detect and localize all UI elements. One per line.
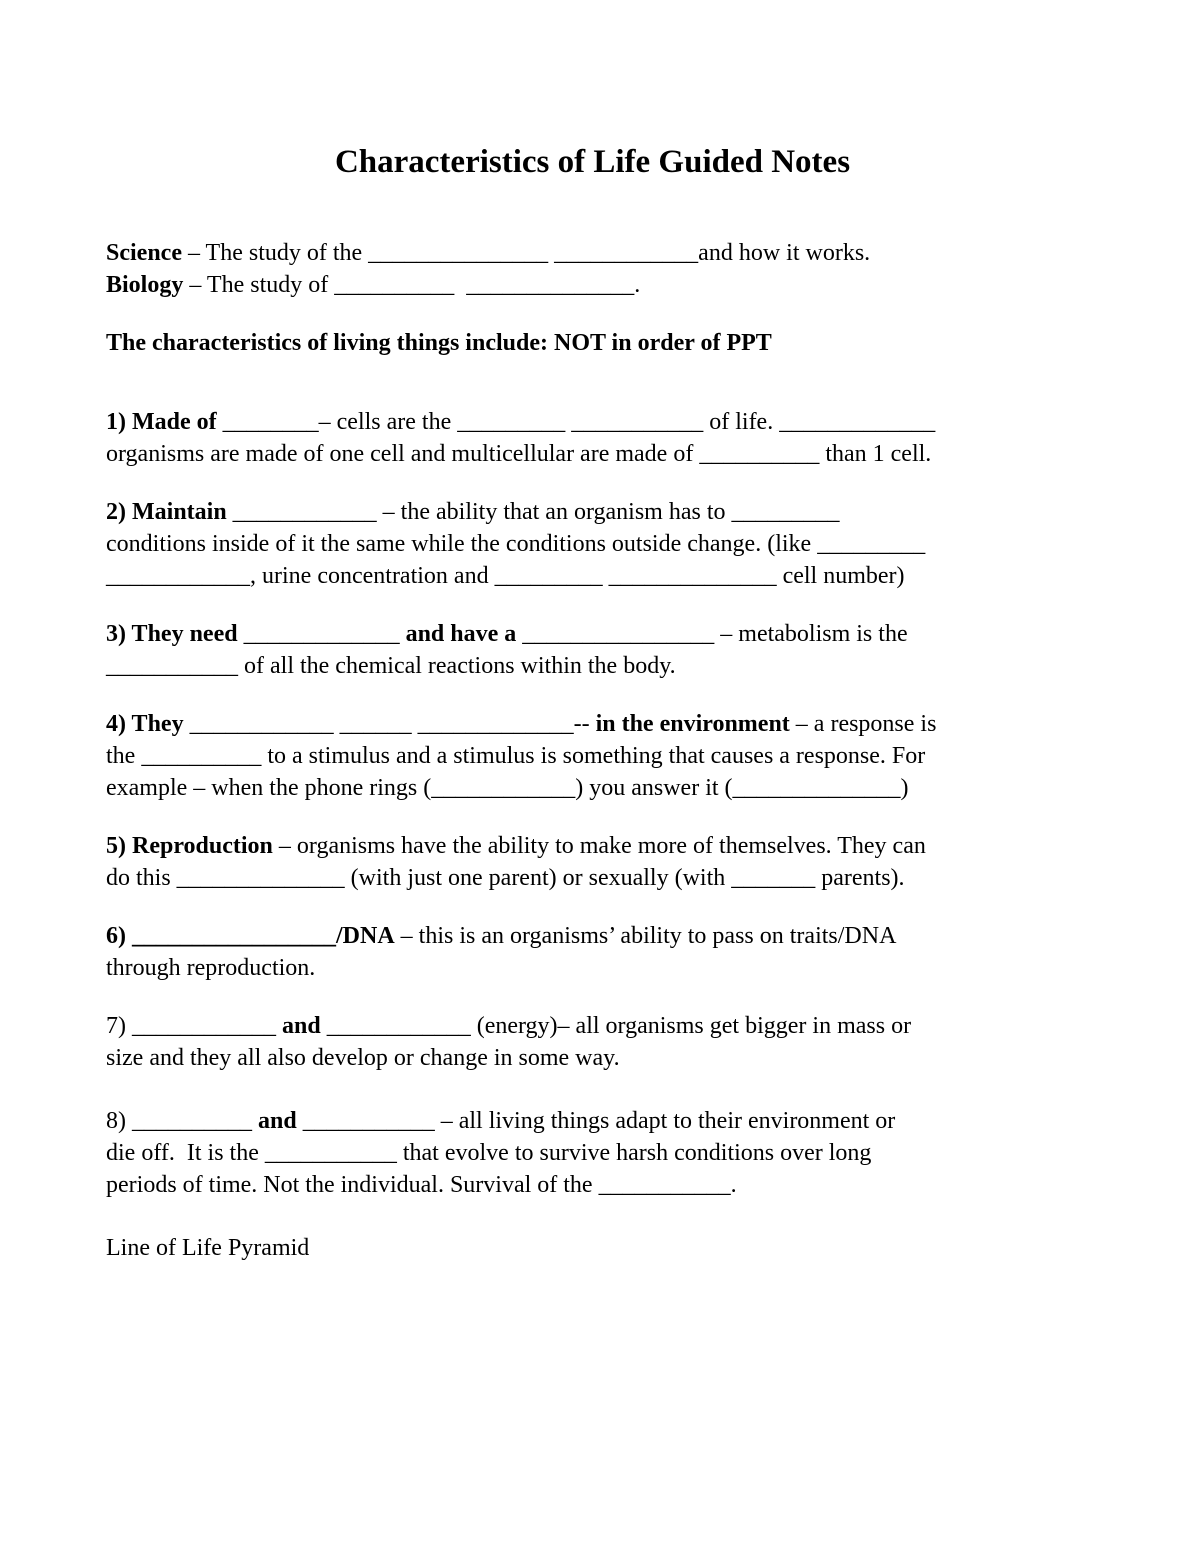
intro-heading: The characteristics of living things include: NOT in order of PPT: [106, 330, 772, 356]
item-2-line-3: ____________, urine concentration and _________ ______________ cell number): [106, 563, 905, 589]
item-8-line-1: ___________ – all living things adapt to their environment or: [296, 1108, 896, 1134]
item-1: [106, 406, 1106, 470]
item-6-heading: 6) _________________/DNA: [106, 923, 395, 949]
item-3-heading: 3) They need: [106, 621, 238, 647]
item-4-heading: 4) They: [106, 711, 184, 737]
item-5-heading: 5) Reproduction: [106, 833, 273, 859]
biology-definition: [106, 269, 1106, 301]
item-6: [106, 920, 1106, 984]
item-8-and: and: [258, 1108, 297, 1134]
item-1-line-2: organisms are made of one cell and multicellular are made of __________ than 1 cell.: [106, 441, 932, 467]
science-term: Science: [106, 240, 182, 266]
biology-text: – The study of __________ ______________.: [183, 272, 641, 298]
intro: [106, 327, 1106, 359]
item-4: [106, 708, 1106, 804]
item-2-heading: 2) Maintain: [106, 499, 227, 525]
definitions: [106, 237, 1106, 301]
item-8-start: 8) __________: [106, 1108, 258, 1134]
item-1-line-1: ________– cells are the _________ ___________ of life. _____________: [216, 409, 936, 435]
science-text: – The study of the _______________ ____________and how it works.: [181, 240, 871, 266]
item-4-line-1: – a response is: [789, 711, 937, 737]
item-5: [106, 830, 1106, 894]
item-8-line-2: die off. It is the ___________ that evolve to survive harsh conditions over long: [106, 1140, 872, 1166]
item-3-line-2: ___________ of all the chemical reactions within the body.: [106, 653, 676, 679]
item-7-line-2: size and they all also develop or change in some way.: [106, 1045, 620, 1071]
science-definition: [106, 237, 1106, 269]
item-7-line-1: ____________ (energy)– all organisms get bigger in mass or: [320, 1013, 912, 1039]
item-3-line-1: ________________ – metabolism is the: [516, 621, 908, 647]
item-5-line-1: – organisms have the ability to make more of themselves. They can: [272, 833, 926, 859]
item-6-line-1: – this is an organisms’ ability to pass on traits/DNA: [394, 923, 897, 949]
item-4-line-3: example – when the phone rings (____________) you answer it (______________): [106, 775, 909, 801]
item-5-line-2: do this ______________ (with just one parent) or sexually (with _______ parents).: [106, 865, 905, 891]
item-1-heading: 1) Made of: [106, 409, 217, 435]
item-4-heading-2: in the environment: [595, 711, 790, 737]
item-2-line-1: ____________ – the ability that an organism has to _________: [226, 499, 840, 525]
biology-term: Biology: [106, 272, 184, 298]
item-2-line-2: conditions inside of it the same while the conditions outside change. (like _________: [106, 531, 926, 557]
item-3-blank-1: _____________: [237, 621, 406, 647]
item-7-and: and: [282, 1013, 321, 1039]
item-4-line-2: the __________ to a stimulus and a stimulus is something that causes a response. For: [106, 743, 926, 769]
item-3: [106, 618, 1106, 682]
item-2: [106, 496, 1106, 592]
item-3-heading-2: and have a: [405, 621, 517, 647]
item-7-start: 7) ____________: [106, 1013, 282, 1039]
item-7: [106, 1010, 1106, 1074]
item-8-line-3: periods of time. Not the individual. Survival of the ___________.: [106, 1172, 737, 1198]
item-6-line-2: through reproduction.: [106, 955, 316, 981]
footer-text: Line of Life Pyramid: [106, 1235, 310, 1261]
page-title: Characteristics of Life Guided Notes: [334, 144, 851, 180]
item-8: [106, 1105, 1106, 1201]
item-4-blanks: ____________ ______ _____________--: [183, 711, 596, 737]
footer: [106, 1232, 1106, 1264]
